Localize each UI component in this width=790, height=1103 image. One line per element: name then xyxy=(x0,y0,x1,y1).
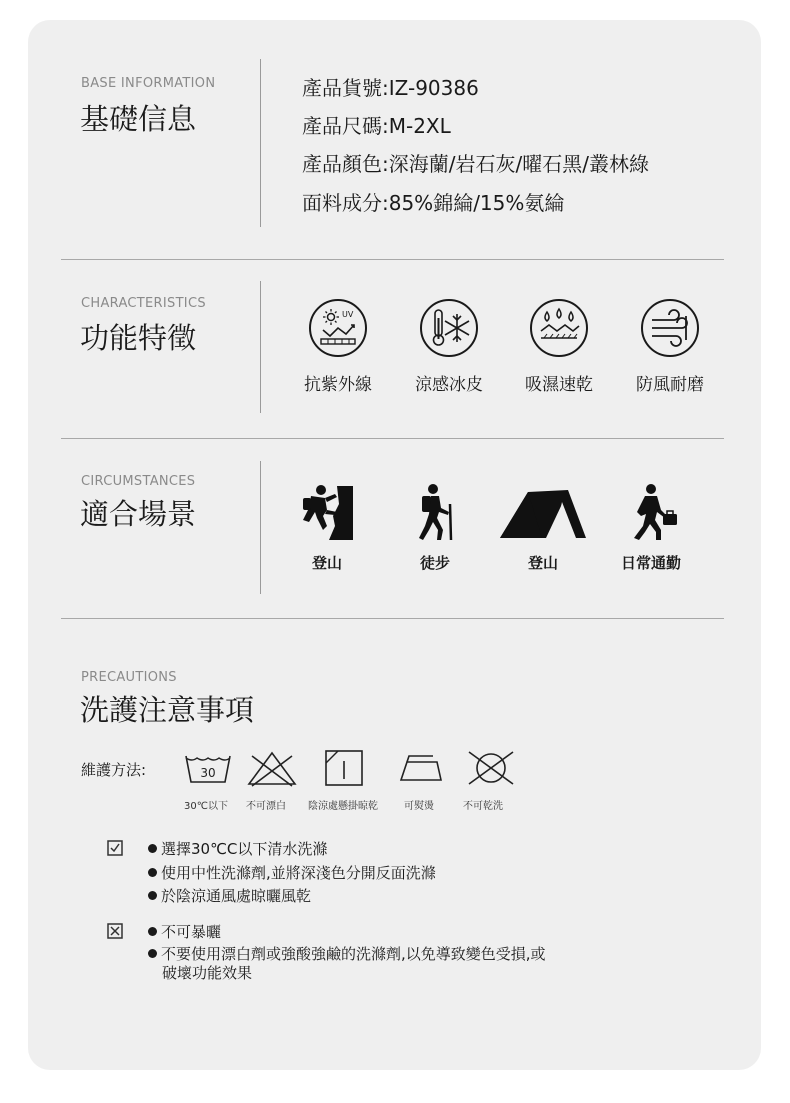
check-box-icon xyxy=(107,840,123,856)
circumstances-en-heading: CIRCUMSTANCES xyxy=(81,474,196,489)
tent-icon xyxy=(498,482,588,542)
base-info-en-heading: BASE INFORMATION xyxy=(81,76,216,91)
iron-icon xyxy=(397,752,445,784)
feature-cooling xyxy=(399,298,499,395)
precautions-en-heading: PRECAUTIONS xyxy=(81,670,177,685)
svg-text:UV: UV xyxy=(342,310,354,319)
care-label-no-dry-clean: 不可乾洗 xyxy=(463,801,503,812)
no-dry-clean-icon xyxy=(463,748,519,788)
base-info-heading: 基礎信息 xyxy=(80,102,197,136)
windproof-icon xyxy=(640,298,700,358)
care-label-dry-shade: 陰涼處懸掛晾乾 xyxy=(308,801,378,812)
scene-camping xyxy=(488,482,598,573)
scene-hiking-label: 徒步 xyxy=(419,554,450,572)
feature-windproof-label: 防風耐磨 xyxy=(636,375,704,395)
hiking-icon xyxy=(405,482,465,542)
precautions-heading: 洗護注意事項 xyxy=(80,693,255,727)
care-do-item: 於陰涼通風處晾曬風乾 xyxy=(148,885,311,906)
scene-climbing xyxy=(272,482,382,573)
characteristics-divider xyxy=(260,281,261,413)
no-bleach-icon xyxy=(246,750,298,788)
base-info-divider xyxy=(260,59,261,227)
line-dry-shade-icon xyxy=(324,749,364,787)
commute-icon xyxy=(621,482,681,542)
care-label-wash: 30℃以下 xyxy=(184,801,228,812)
care-do-item: 使用中性洗滌劑,並將深淺色分開反面洗滌 xyxy=(148,862,436,883)
care-do-item: 選擇30℃C以下清水洗滌 xyxy=(148,838,327,859)
climbing-icon xyxy=(297,482,357,542)
wash-30-icon xyxy=(183,752,233,786)
care-label-no-bleach: 不可漂白 xyxy=(246,801,286,812)
scene-climbing-label: 登山 xyxy=(311,554,342,572)
feature-windproof xyxy=(620,298,720,395)
feature-cooling-label: 涼感冰皮 xyxy=(415,375,483,395)
quick-dry-icon xyxy=(529,298,589,358)
circumstances-divider xyxy=(260,461,261,594)
characteristics-heading: 功能特徵 xyxy=(80,321,197,355)
feature-uv-label: 抗紫外線 xyxy=(304,375,372,395)
cooling-icon xyxy=(419,298,479,358)
svg-text:30: 30 xyxy=(200,766,216,780)
scene-commute-label: 日常通勤 xyxy=(620,554,681,572)
spec-item-code: 產品貨號:IZ-90386 xyxy=(302,76,479,100)
feature-uv xyxy=(288,298,388,395)
spec-item-fabric: 面料成分:85%錦綸/15%氨綸 xyxy=(302,191,565,215)
care-label-iron: 可熨燙 xyxy=(404,801,434,812)
spec-item-color: 產品顏色:深海蘭/岩石灰/曜石黑/叢林綠 xyxy=(302,152,649,176)
care-dont-item-continued: 破壞功能效果 xyxy=(162,964,253,982)
feature-quick-dry xyxy=(509,298,609,395)
characteristics-en-heading: CHARACTERISTICS xyxy=(81,296,206,311)
spec-item-size: 產品尺碼:M-2XL xyxy=(302,114,451,138)
circumstances-heading: 適合場景 xyxy=(80,497,197,531)
cross-box-icon xyxy=(107,923,123,939)
section-separator xyxy=(61,618,724,619)
care-dont-item: 不可暴曬 xyxy=(148,921,221,942)
care-dont-item: 不要使用漂白劑或強酸強鹼的洗滌劑,以免導致變色受損,或 xyxy=(148,943,546,964)
section-separator xyxy=(61,259,724,260)
uv-protection-icon xyxy=(308,298,368,358)
scene-camping-label: 登山 xyxy=(527,554,558,572)
feature-quick-dry-label: 吸濕速乾 xyxy=(525,375,593,395)
scene-commute xyxy=(596,482,706,573)
care-method-label: 維護方法: xyxy=(81,761,147,779)
scene-hiking xyxy=(380,482,490,573)
section-separator xyxy=(61,438,724,439)
